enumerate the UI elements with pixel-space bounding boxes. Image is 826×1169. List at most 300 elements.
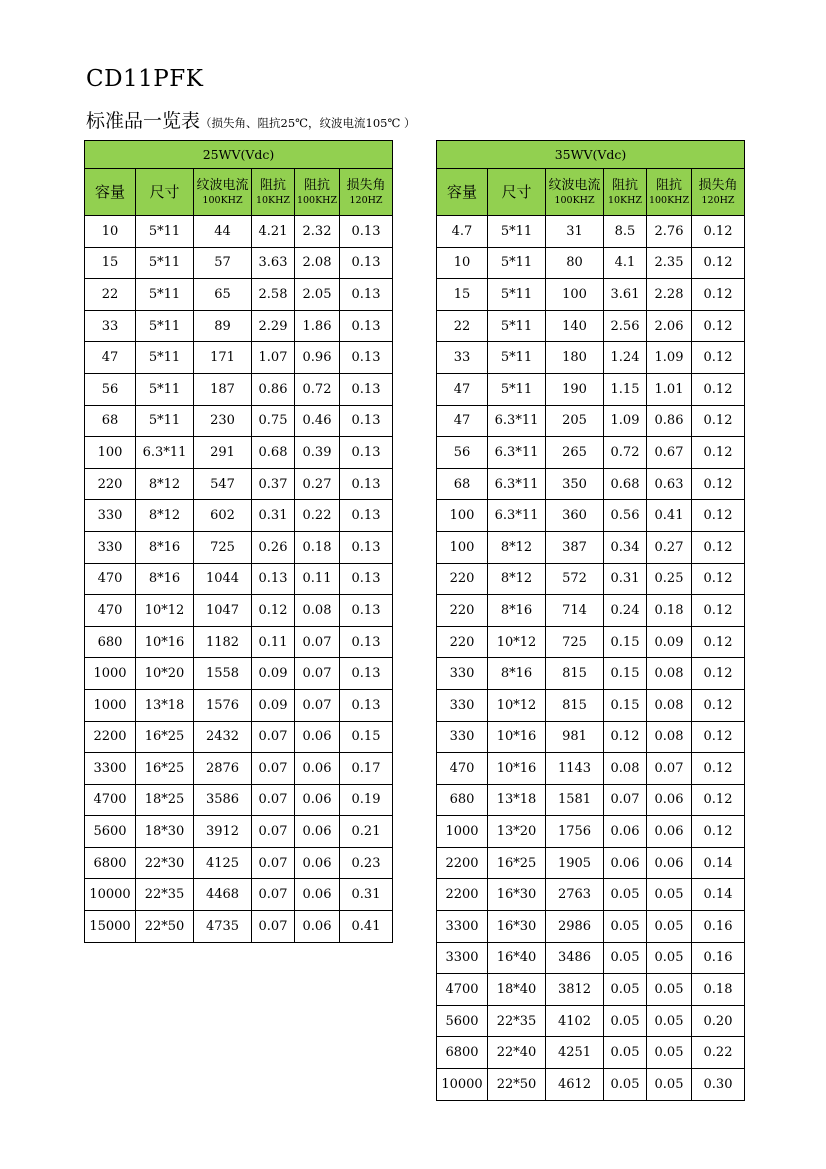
- table-row: [437, 310, 745, 342]
- cell-tan: 0.13: [340, 595, 393, 627]
- col-capacity: 容量: [85, 169, 136, 216]
- cell-impedance-100k: 0.06: [295, 879, 340, 911]
- cell-size: 16*25: [136, 721, 194, 753]
- cell-size: 13*18: [488, 784, 546, 816]
- cell-capacity: 33: [437, 342, 488, 374]
- cell-tan: 0.41: [340, 911, 393, 943]
- cell-ripple: 2432: [194, 721, 252, 753]
- table-row: [437, 1069, 745, 1101]
- voltage-header: 25WV(Vdc): [85, 141, 393, 169]
- table-row: [437, 373, 745, 405]
- cell-impedance-10k: 0.09: [252, 658, 295, 690]
- cell-capacity: 330: [437, 689, 488, 721]
- table-row: [85, 784, 393, 816]
- cell-tan: 0.16: [692, 942, 745, 974]
- cell-capacity: 47: [437, 405, 488, 437]
- cell-size: 8*12: [488, 563, 546, 595]
- cell-size: 18*30: [136, 816, 194, 848]
- col-capacity: 容量: [437, 169, 488, 216]
- cell-ripple: 4735: [194, 911, 252, 943]
- cell-size: 13*18: [136, 689, 194, 721]
- cell-tan: 0.12: [692, 595, 745, 627]
- cell-tan: 0.12: [692, 468, 745, 500]
- cell-impedance-100k: 2.35: [647, 247, 692, 279]
- table-row: [85, 721, 393, 753]
- cell-ripple: 4468: [194, 879, 252, 911]
- col-ripple-unit: 100KHZ: [202, 194, 243, 206]
- cell-impedance-100k: 0.09: [647, 626, 692, 658]
- table-row: [85, 279, 393, 311]
- cell-tan: 0.12: [692, 753, 745, 785]
- cell-capacity: 3300: [85, 753, 136, 785]
- cell-capacity: 2200: [437, 879, 488, 911]
- cell-impedance-100k: 1.09: [647, 342, 692, 374]
- cell-impedance-100k: 0.25: [647, 563, 692, 595]
- cell-impedance-10k: 0.24: [604, 595, 647, 627]
- cell-ripple: 2986: [546, 911, 604, 943]
- table-row: [437, 816, 745, 848]
- cell-impedance-10k: 0.05: [604, 1069, 647, 1101]
- cell-size: 5*11: [488, 216, 546, 248]
- col-impedance-100k: [647, 169, 692, 216]
- cell-impedance-10k: 0.05: [604, 1005, 647, 1037]
- cell-size: 8*16: [488, 658, 546, 690]
- cell-size: 10*12: [488, 689, 546, 721]
- cell-tan: 0.19: [340, 784, 393, 816]
- cell-impedance-10k: 3.61: [604, 279, 647, 311]
- cell-capacity: 1000: [85, 658, 136, 690]
- cell-size: 10*12: [488, 626, 546, 658]
- table-row: [437, 847, 745, 879]
- cell-tan: 0.12: [692, 342, 745, 374]
- cell-capacity: 68: [85, 405, 136, 437]
- table-row: [437, 563, 745, 595]
- cell-capacity: 100: [437, 500, 488, 532]
- cell-capacity: 470: [437, 753, 488, 785]
- cell-tan: 0.12: [692, 405, 745, 437]
- col-impedance-10k-label: 阻抗: [259, 177, 286, 193]
- cell-capacity: 47: [437, 373, 488, 405]
- cell-impedance-100k: 2.06: [647, 310, 692, 342]
- table-row: [85, 595, 393, 627]
- table-row: [85, 879, 393, 911]
- cell-size: 6.3*11: [488, 405, 546, 437]
- cell-impedance-100k: 0.96: [295, 342, 340, 374]
- cell-size: 5*11: [488, 310, 546, 342]
- cell-ripple: 3486: [546, 942, 604, 974]
- cell-size: 5*11: [136, 373, 194, 405]
- cell-impedance-100k: 0.22: [295, 500, 340, 532]
- cell-impedance-10k: 0.05: [604, 974, 647, 1006]
- cell-impedance-100k: 0.05: [647, 1069, 692, 1101]
- cell-tan: 0.13: [340, 531, 393, 563]
- cell-size: 8*16: [136, 563, 194, 595]
- cell-size: 16*25: [488, 847, 546, 879]
- table-row: [437, 216, 745, 248]
- cell-tan: 0.12: [692, 531, 745, 563]
- table-row: [437, 1037, 745, 1069]
- cell-capacity: 15: [85, 247, 136, 279]
- cell-ripple: 3586: [194, 784, 252, 816]
- cell-impedance-100k: 2.08: [295, 247, 340, 279]
- cell-impedance-100k: 0.06: [295, 753, 340, 785]
- cell-tan: 0.12: [692, 437, 745, 469]
- cell-size: 5*11: [136, 279, 194, 311]
- table-row: [85, 531, 393, 563]
- cell-ripple: 2876: [194, 753, 252, 785]
- cell-ripple: 4125: [194, 847, 252, 879]
- cell-impedance-10k: 0.31: [604, 563, 647, 595]
- table-row: [85, 563, 393, 595]
- cell-ripple: 180: [546, 342, 604, 374]
- cell-ripple: 2763: [546, 879, 604, 911]
- cell-ripple: 815: [546, 689, 604, 721]
- cell-capacity: 330: [85, 500, 136, 532]
- voltage-header-row: [437, 141, 745, 169]
- cell-tan: 0.13: [340, 563, 393, 595]
- cell-impedance-100k: 1.86: [295, 310, 340, 342]
- table-row: [85, 847, 393, 879]
- col-tan-unit: 120HZ: [701, 194, 735, 206]
- cell-capacity: 3300: [437, 942, 488, 974]
- cell-impedance-100k: 0.46: [295, 405, 340, 437]
- table-row: [437, 942, 745, 974]
- cell-size: 6.3*11: [488, 468, 546, 500]
- cell-size: 8*12: [136, 468, 194, 500]
- cell-impedance-10k: 0.86: [252, 373, 295, 405]
- cell-ripple: 714: [546, 595, 604, 627]
- cell-size: 22*50: [136, 911, 194, 943]
- cell-impedance-100k: 0.07: [295, 626, 340, 658]
- table-row: [85, 437, 393, 469]
- cell-size: 5*11: [136, 342, 194, 374]
- column-header-row: [85, 169, 393, 216]
- table-row: [437, 784, 745, 816]
- cell-ripple: 1905: [546, 847, 604, 879]
- cell-ripple: 80: [546, 247, 604, 279]
- cell-impedance-100k: 0.05: [647, 1005, 692, 1037]
- cell-impedance-10k: 0.07: [252, 816, 295, 848]
- cell-impedance-10k: 0.15: [604, 689, 647, 721]
- cell-impedance-100k: 0.06: [647, 816, 692, 848]
- cell-impedance-100k: 0.05: [647, 879, 692, 911]
- cell-impedance-10k: 8.5: [604, 216, 647, 248]
- cell-impedance-10k: 0.08: [604, 753, 647, 785]
- table-row: [85, 911, 393, 943]
- table-row: [437, 247, 745, 279]
- cell-impedance-100k: 0.11: [295, 563, 340, 595]
- cell-size: 5*11: [488, 342, 546, 374]
- col-tan-unit: 120HZ: [349, 194, 383, 206]
- cell-ripple: 1581: [546, 784, 604, 816]
- cell-capacity: 220: [437, 563, 488, 595]
- cell-impedance-100k: 0.08: [295, 595, 340, 627]
- cell-ripple: 4612: [546, 1069, 604, 1101]
- cell-size: 6.3*11: [136, 437, 194, 469]
- cell-impedance-10k: 0.09: [252, 689, 295, 721]
- cell-impedance-10k: 0.31: [252, 500, 295, 532]
- cell-tan: 0.12: [692, 279, 745, 311]
- column-header-row: [437, 169, 745, 216]
- cell-impedance-10k: 0.05: [604, 879, 647, 911]
- cell-size: 8*12: [136, 500, 194, 532]
- cell-impedance-100k: 0.08: [647, 658, 692, 690]
- cell-capacity: 4.7: [437, 216, 488, 248]
- table-row: [437, 342, 745, 374]
- cell-impedance-100k: 0.86: [647, 405, 692, 437]
- cell-impedance-10k: 1.07: [252, 342, 295, 374]
- cell-impedance-10k: 1.15: [604, 373, 647, 405]
- cell-ripple: 725: [546, 626, 604, 658]
- cell-ripple: 89: [194, 310, 252, 342]
- cell-impedance-10k: 0.07: [252, 879, 295, 911]
- table-body: [437, 216, 745, 1101]
- cell-impedance-100k: 1.01: [647, 373, 692, 405]
- cell-tan: 0.13: [340, 500, 393, 532]
- subtitle-main: 标准品一览表: [86, 110, 201, 132]
- cell-tan: 0.21: [340, 816, 393, 848]
- cell-capacity: 15000: [85, 911, 136, 943]
- cell-capacity: 220: [85, 468, 136, 500]
- voltage-header: 35WV(Vdc): [437, 141, 745, 169]
- cell-tan: 0.12: [692, 784, 745, 816]
- cell-tan: 0.12: [692, 658, 745, 690]
- cell-capacity: 220: [437, 595, 488, 627]
- cell-capacity: 4700: [437, 974, 488, 1006]
- col-impedance-10k-unit: 10KHZ: [255, 194, 291, 206]
- cell-impedance-10k: 0.07: [252, 721, 295, 753]
- cell-size: 16*25: [136, 753, 194, 785]
- cell-capacity: 680: [85, 626, 136, 658]
- cell-ripple: 230: [194, 405, 252, 437]
- cell-capacity: 10: [85, 216, 136, 248]
- cell-impedance-100k: 0.07: [295, 689, 340, 721]
- subtitle-note: （损失角、阻抗25℃，纹波电流105℃ ）: [200, 116, 416, 130]
- cell-capacity: 470: [85, 595, 136, 627]
- cell-size: 18*40: [488, 974, 546, 1006]
- cell-impedance-10k: 0.06: [604, 847, 647, 879]
- cell-impedance-10k: 2.29: [252, 310, 295, 342]
- cell-impedance-100k: 0.05: [647, 974, 692, 1006]
- cell-tan: 0.23: [340, 847, 393, 879]
- cell-ripple: 205: [546, 405, 604, 437]
- table-row: [437, 1005, 745, 1037]
- cell-impedance-100k: 0.41: [647, 500, 692, 532]
- cell-impedance-100k: 0.05: [647, 942, 692, 974]
- cell-tan: 0.12: [692, 216, 745, 248]
- cell-size: 22*50: [488, 1069, 546, 1101]
- cell-impedance-100k: 0.39: [295, 437, 340, 469]
- cell-ripple: 387: [546, 531, 604, 563]
- cell-impedance-10k: 0.07: [252, 847, 295, 879]
- cell-ripple: 602: [194, 500, 252, 532]
- cell-impedance-100k: 0.67: [647, 437, 692, 469]
- table-row: [437, 974, 745, 1006]
- table-row: [437, 689, 745, 721]
- cell-ripple: 4251: [546, 1037, 604, 1069]
- cell-tan: 0.31: [340, 879, 393, 911]
- cell-tan: 0.15: [340, 721, 393, 753]
- col-ripple: [194, 169, 252, 216]
- cell-tan: 0.18: [692, 974, 745, 1006]
- table-row: [85, 216, 393, 248]
- cell-impedance-10k: 2.58: [252, 279, 295, 311]
- cell-ripple: 1756: [546, 816, 604, 848]
- cell-capacity: 2200: [85, 721, 136, 753]
- cell-impedance-10k: 0.07: [252, 911, 295, 943]
- col-ripple-unit: 100KHZ: [554, 194, 595, 206]
- cell-impedance-100k: 0.18: [295, 531, 340, 563]
- cell-impedance-10k: 0.37: [252, 468, 295, 500]
- cell-tan: 0.12: [692, 721, 745, 753]
- col-impedance-100k: [295, 169, 340, 216]
- cell-size: 5*11: [488, 373, 546, 405]
- document-title: CD11PFK: [86, 66, 204, 92]
- cell-capacity: 220: [437, 626, 488, 658]
- cell-impedance-100k: 0.63: [647, 468, 692, 500]
- cell-size: 10*16: [136, 626, 194, 658]
- table-row: [437, 911, 745, 943]
- table-row: [85, 342, 393, 374]
- table-row: [437, 658, 745, 690]
- cell-impedance-10k: 0.68: [252, 437, 295, 469]
- cell-capacity: 1000: [85, 689, 136, 721]
- col-impedance-100k-unit: 100KHZ: [296, 194, 338, 206]
- cell-capacity: 10000: [85, 879, 136, 911]
- cell-size: 8*16: [488, 595, 546, 627]
- cell-capacity: 68: [437, 468, 488, 500]
- cell-ripple: 1182: [194, 626, 252, 658]
- cell-impedance-100k: 0.08: [647, 689, 692, 721]
- cell-capacity: 5600: [85, 816, 136, 848]
- cell-tan: 0.13: [340, 373, 393, 405]
- cell-impedance-10k: 0.05: [604, 911, 647, 943]
- cell-size: 6.3*11: [488, 437, 546, 469]
- cell-impedance-100k: 2.32: [295, 216, 340, 248]
- cell-tan: 0.17: [340, 753, 393, 785]
- cell-size: 13*20: [488, 816, 546, 848]
- cell-ripple: 291: [194, 437, 252, 469]
- cell-tan: 0.14: [692, 879, 745, 911]
- cell-tan: 0.12: [692, 500, 745, 532]
- cell-impedance-10k: 0.26: [252, 531, 295, 563]
- voltage-header-row: [85, 141, 393, 169]
- col-impedance-10k-unit: 10KHZ: [607, 194, 643, 206]
- cell-tan: 0.13: [340, 405, 393, 437]
- cell-tan: 0.13: [340, 247, 393, 279]
- cell-impedance-100k: 0.06: [647, 847, 692, 879]
- cell-tan: 0.13: [340, 310, 393, 342]
- cell-capacity: 10: [437, 247, 488, 279]
- cell-impedance-10k: 0.11: [252, 626, 295, 658]
- cell-capacity: 5600: [437, 1005, 488, 1037]
- cell-tan: 0.20: [692, 1005, 745, 1037]
- cell-ripple: 360: [546, 500, 604, 532]
- table-row: [437, 721, 745, 753]
- cell-ripple: 725: [194, 531, 252, 563]
- cell-impedance-100k: 0.08: [647, 721, 692, 753]
- table-row: [437, 279, 745, 311]
- cell-size: 8*12: [488, 531, 546, 563]
- cell-impedance-100k: 0.06: [295, 816, 340, 848]
- cell-impedance-100k: 0.06: [295, 847, 340, 879]
- cell-tan: 0.16: [692, 911, 745, 943]
- cell-ripple: 1576: [194, 689, 252, 721]
- cell-impedance-10k: 0.34: [604, 531, 647, 563]
- table-row: [85, 373, 393, 405]
- cell-capacity: 6800: [85, 847, 136, 879]
- cell-impedance-10k: 0.07: [252, 753, 295, 785]
- cell-impedance-100k: 0.27: [647, 531, 692, 563]
- cell-tan: 0.12: [692, 247, 745, 279]
- cell-ripple: 31: [546, 216, 604, 248]
- cell-impedance-10k: 1.24: [604, 342, 647, 374]
- cell-size: 8*16: [136, 531, 194, 563]
- cell-ripple: 100: [546, 279, 604, 311]
- cell-impedance-100k: 0.27: [295, 468, 340, 500]
- cell-ripple: 1044: [194, 563, 252, 595]
- cell-capacity: 56: [85, 373, 136, 405]
- cell-impedance-100k: 0.05: [647, 911, 692, 943]
- cell-capacity: 100: [85, 437, 136, 469]
- cell-capacity: 22: [437, 310, 488, 342]
- cell-impedance-100k: 2.05: [295, 279, 340, 311]
- cell-ripple: 57: [194, 247, 252, 279]
- cell-tan: 0.13: [340, 216, 393, 248]
- cell-impedance-10k: 0.15: [604, 626, 647, 658]
- col-ripple-label: 纹波电流: [548, 177, 601, 193]
- table-row: [437, 626, 745, 658]
- spec-table-35wv: [436, 140, 745, 1101]
- cell-capacity: 330: [85, 531, 136, 563]
- cell-size: 10*16: [488, 721, 546, 753]
- cell-ripple: 981: [546, 721, 604, 753]
- col-impedance-100k-unit: 100KHZ: [648, 194, 690, 206]
- cell-impedance-10k: 0.06: [604, 816, 647, 848]
- cell-size: 5*11: [488, 279, 546, 311]
- cell-capacity: 3300: [437, 911, 488, 943]
- cell-tan: 0.12: [692, 689, 745, 721]
- table-row: [437, 595, 745, 627]
- cell-size: 16*30: [488, 911, 546, 943]
- table-row: [437, 405, 745, 437]
- cell-tan: 0.12: [692, 310, 745, 342]
- cell-tan: 0.13: [340, 658, 393, 690]
- cell-impedance-10k: 0.75: [252, 405, 295, 437]
- cell-ripple: 1047: [194, 595, 252, 627]
- cell-size: 5*11: [488, 247, 546, 279]
- cell-tan: 0.14: [692, 847, 745, 879]
- cell-tan: 0.13: [340, 689, 393, 721]
- cell-impedance-100k: 0.07: [647, 753, 692, 785]
- cell-size: 16*40: [488, 942, 546, 974]
- col-size: 尺寸: [488, 169, 546, 216]
- table-body: [85, 216, 393, 943]
- cell-capacity: 47: [85, 342, 136, 374]
- cell-capacity: 680: [437, 784, 488, 816]
- cell-capacity: 1000: [437, 816, 488, 848]
- cell-ripple: 815: [546, 658, 604, 690]
- cell-capacity: 56: [437, 437, 488, 469]
- col-ripple: [546, 169, 604, 216]
- cell-impedance-10k: 0.56: [604, 500, 647, 532]
- table-row: [85, 753, 393, 785]
- col-impedance-10k: [604, 169, 647, 216]
- cell-impedance-100k: 0.06: [295, 784, 340, 816]
- cell-tan: 0.12: [692, 563, 745, 595]
- table-row: [437, 753, 745, 785]
- cell-capacity: 470: [85, 563, 136, 595]
